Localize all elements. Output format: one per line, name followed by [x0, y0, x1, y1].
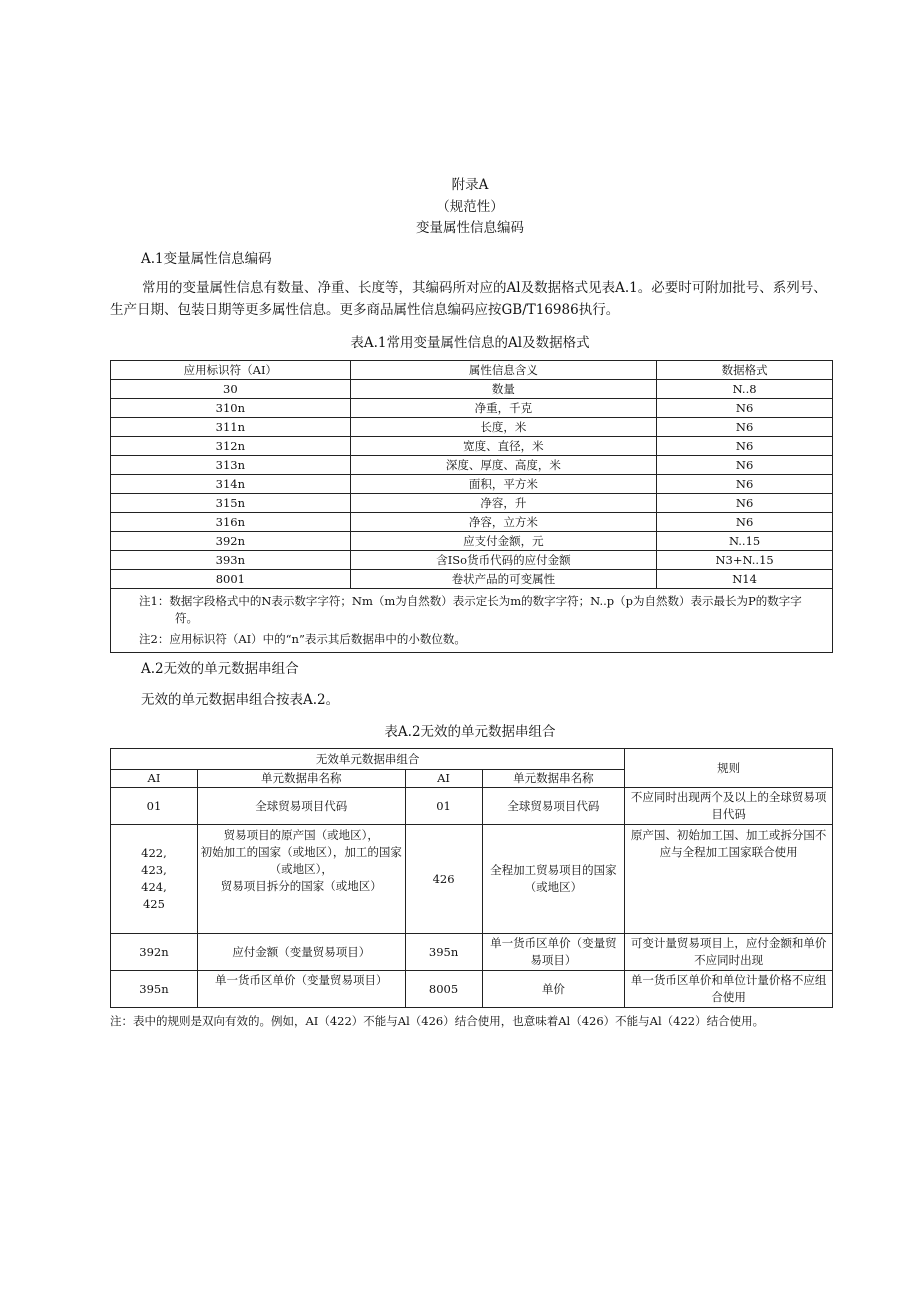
cell-format: N6: [657, 437, 833, 456]
table-a2: [110, 748, 833, 1008]
cell-ai: 315n: [111, 494, 351, 513]
cell-rule: 不应同时出现两个及以上的全球贸易项目代码: [625, 788, 833, 825]
table-row: [111, 475, 833, 494]
table-note-1: 注1：数据字段格式中的N表示数字字符；Nm（m为自然数）表示定长为m的数字字符；N..p（p为自然数）表示最长为P的数字字符。: [139, 594, 802, 625]
cell-meaning: 净容，立方米: [350, 513, 657, 532]
cell-format: N6: [657, 456, 833, 475]
table-row: [111, 934, 833, 971]
cell-format: N6: [657, 513, 833, 532]
section-a1-paragraph: 常用的变量属性信息有数量、净重、长度等，其编码所对应的Al及数据格式见表A.1。必要时可附加批号、系列号、生产日期、包装日期等更多属性信息。更多商品属性信息编码应按GB/T16986执行。: [110, 280, 827, 318]
table-row: [111, 399, 833, 418]
cell-ai-1: 01: [111, 788, 198, 825]
table-row: [111, 551, 833, 570]
section-a1-heading: A.1变量属性信息编码: [141, 251, 272, 267]
cell-ai-2: 01: [405, 788, 482, 825]
cell-ai: 310n: [111, 399, 351, 418]
appendix-label: 附录A: [451, 177, 489, 193]
cell-ai-2: 426: [405, 825, 482, 934]
section-a2-paragraph: 无效的单元数据串组合按表A.2。: [141, 692, 340, 708]
table-notes-row: [111, 589, 833, 653]
cell-rule: 单一货币区单价和单位计量价格不应组合使用: [625, 971, 833, 1008]
cell-name-2: 全程加工贸易项目的国家（或地区）: [482, 825, 625, 934]
cell-ai-1: 392n: [111, 934, 198, 971]
cell-ai: 30: [111, 380, 351, 399]
cell-meaning: 数量: [350, 380, 657, 399]
cell-format: N3+N..15: [657, 551, 833, 570]
cell-meaning: 含ISo货币代码的应付金额: [350, 551, 657, 570]
normative-label: （规范性）: [436, 199, 504, 215]
cell-meaning: 长度，米: [350, 418, 657, 437]
cell-ai: 311n: [111, 418, 351, 437]
cell-format: N6: [657, 399, 833, 418]
cell-ai: 392n: [111, 532, 351, 551]
table-note-2: 注2：应用标识符（AI）中的“n”表示其后数据串中的小数位数。: [139, 632, 466, 646]
cell-format: N6: [657, 475, 833, 494]
table-notes: [111, 589, 833, 653]
header-name-2: 单元数据串名称: [482, 770, 625, 788]
table-row: [111, 570, 833, 589]
cell-rule: 可变计量贸易项目上，应付金额和单价不应同时出现: [625, 934, 833, 971]
cell-ai: 313n: [111, 456, 351, 475]
cell-meaning: 应支付金额，元: [350, 532, 657, 551]
cell-name-1: 贸易项目的原产国（或地区）， 初始加工的国家（或地区），加工的国家（或地区）， 贸易项目拆分的国家（或地区）: [197, 825, 405, 934]
appendix-title: 变量属性信息编码: [416, 220, 524, 236]
cell-meaning: 净重，千克: [350, 399, 657, 418]
cell-ai: 393n: [111, 551, 351, 570]
header-meaning: 属性信息含义: [350, 361, 657, 380]
cell-rule: 原产国、初始加工国、加工或拆分国不应与全程加工国家联合使用: [625, 825, 833, 934]
table-a1-caption: 表A.1常用变量属性信息的Al及数据格式: [350, 335, 590, 351]
table-a1: [110, 360, 833, 653]
table-header-row: [111, 361, 833, 380]
cell-name-1: 全球贸易项目代码: [197, 788, 405, 825]
header-name-1: 单元数据串名称: [197, 770, 405, 788]
cell-ai: 312n: [111, 437, 351, 456]
cell-ai-2: 8005: [405, 971, 482, 1008]
table-row: [111, 437, 833, 456]
cell-name-1: 单一货币区单价（变量贸易项目）: [197, 971, 405, 1008]
cell-format: N..8: [657, 380, 833, 399]
table-group-header-row: [111, 749, 833, 770]
table-row: [111, 380, 833, 399]
table-row: [111, 513, 833, 532]
cell-format: N14: [657, 570, 833, 589]
table-row: [111, 456, 833, 475]
header-ai: 应用标识符（AI）: [111, 361, 351, 380]
cell-meaning: 净容，升: [350, 494, 657, 513]
cell-ai-2: 395n: [405, 934, 482, 971]
cell-name-1: 应付金额（变量贸易项目）: [197, 934, 405, 971]
header-format: 数据格式: [657, 361, 833, 380]
cell-format: N..15: [657, 532, 833, 551]
group-header: 无效单元数据串组合: [111, 749, 625, 770]
cell-meaning: 宽度、直径，米: [350, 437, 657, 456]
header-ai-2: AI: [405, 770, 482, 788]
table-row: [111, 532, 833, 551]
cell-ai: 314n: [111, 475, 351, 494]
cell-format: N6: [657, 418, 833, 437]
cell-format: N6: [657, 494, 833, 513]
table-row: [111, 418, 833, 437]
cell-meaning: 面积，平方米: [350, 475, 657, 494]
table-row: [111, 971, 833, 1008]
cell-ai-1: 395n: [111, 971, 198, 1008]
rule-header: 规则: [625, 749, 833, 788]
table-row: [111, 494, 833, 513]
cell-meaning: 深度、厚度、高度，米: [350, 456, 657, 475]
cell-name-2: 单一货币区单价（变量贸易项目）: [482, 934, 625, 971]
section-a2-heading: A.2无效的单元数据串组合: [141, 661, 299, 677]
cell-ai: 316n: [111, 513, 351, 532]
table-row: [111, 788, 833, 825]
cell-ai-1: 422, 423, 424, 425: [111, 825, 198, 934]
header-ai-1: AI: [111, 770, 198, 788]
table-row: [111, 825, 833, 934]
table-a2-note: 注：表中的规则是双向有效的。例如，AI（422）不能与Al（426）结合使用，也意味着Al（426）不能与Al（422）结合使用。: [110, 1014, 765, 1028]
cell-name-2: 全球贸易项目代码: [482, 788, 625, 825]
table-a2-caption: 表A.2无效的单元数据串组合: [384, 724, 556, 740]
cell-name-2: 单价: [482, 971, 625, 1008]
cell-ai: 8001: [111, 570, 351, 589]
cell-meaning: 卷状产品的可变属性: [350, 570, 657, 589]
